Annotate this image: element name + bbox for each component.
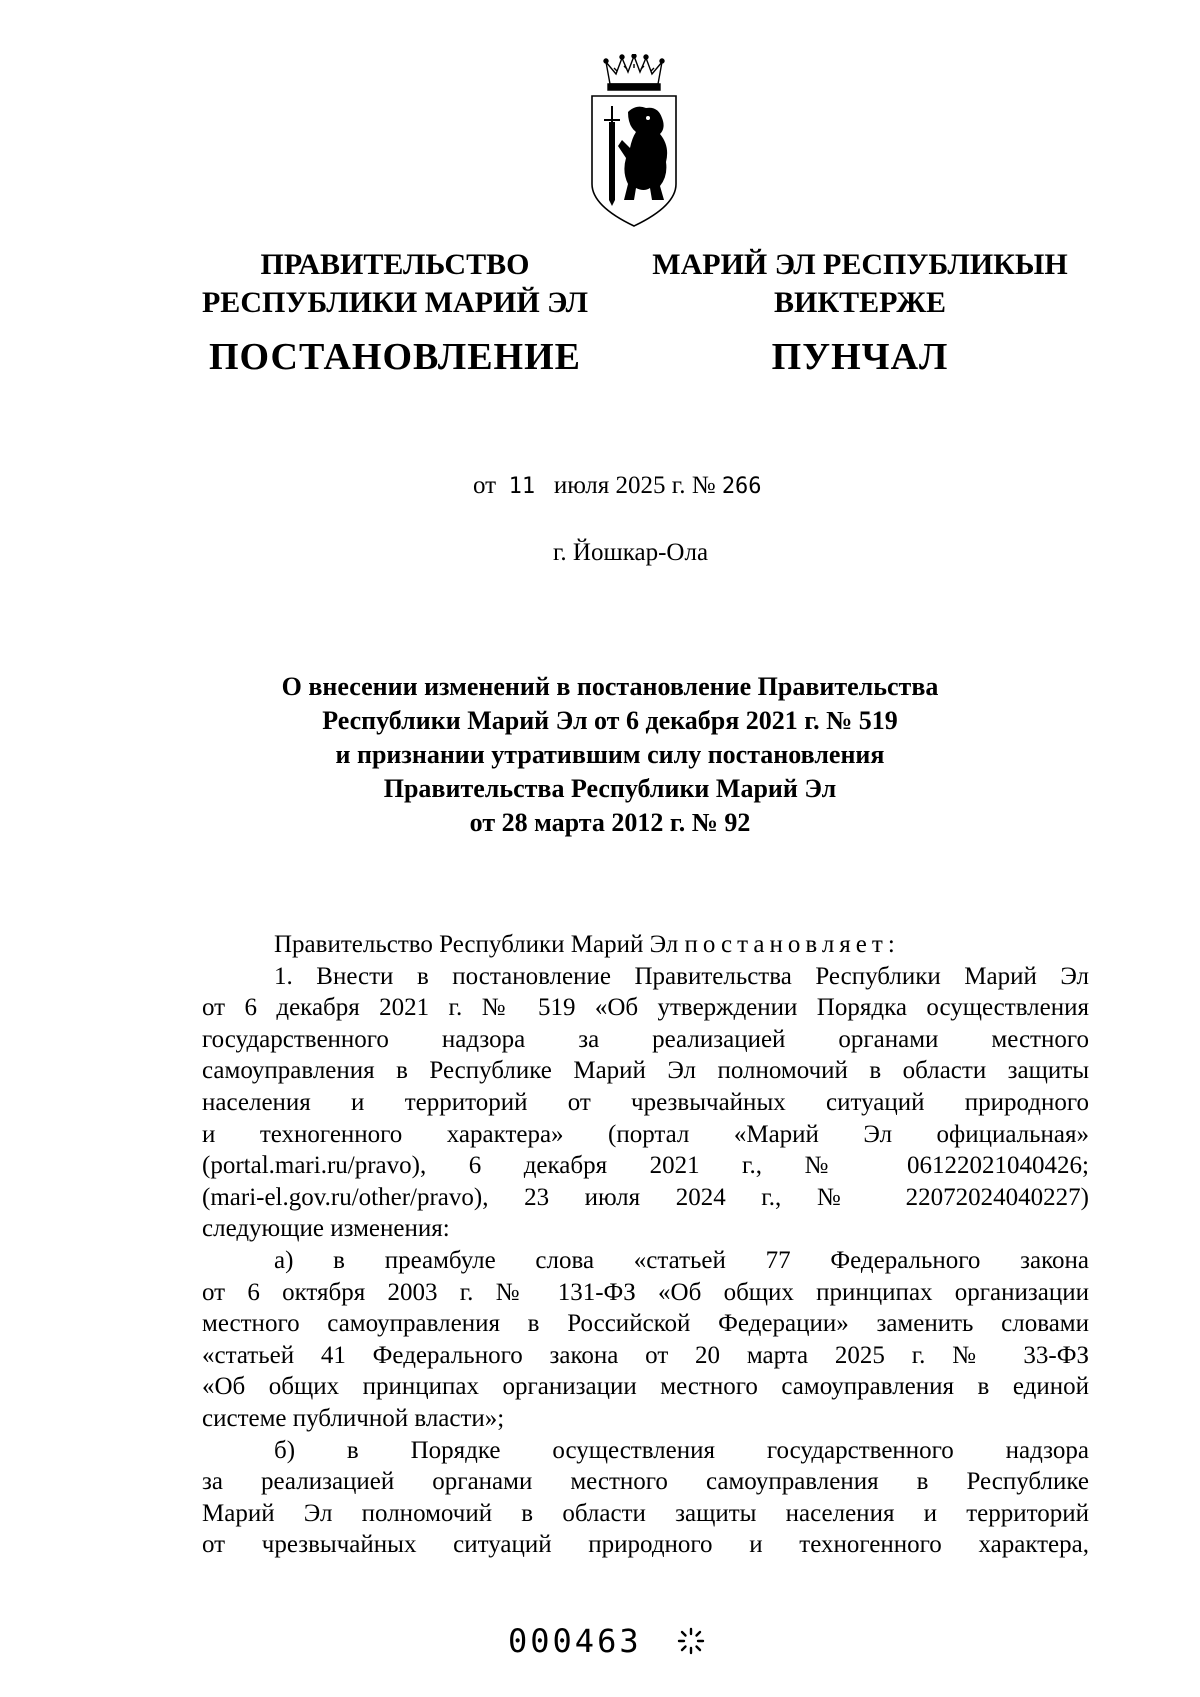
preamble-paragraph xyxy=(202,929,1089,961)
serial-number: 000463 xyxy=(508,1622,642,1660)
item1-line: 1. Внести в постановление Правительства Республики Марий Эл xyxy=(274,962,1089,990)
item-b-line: б) в Порядке осуществления государственного надзора xyxy=(274,1436,1089,1464)
item1-line: населения и территорий от чрезвычайных ситуаций природного xyxy=(202,1088,1089,1116)
item-a-line: «статьей 41 Федерального закона от 20 марта 2025 г. № 33-ФЗ xyxy=(202,1341,1089,1369)
item1-line: и техногенного характера» (портал «Марий Эл официальная» xyxy=(202,1120,1089,1148)
item1-line: государственного надзора за реализацией органами местного xyxy=(202,1025,1089,1053)
header-left-block xyxy=(185,246,605,382)
item1-line: следующие изменения: xyxy=(202,1215,450,1243)
item1-line: (portal.mari.ru/pravo), 6 декабря 2021 г., № 06122021040426; xyxy=(202,1152,1089,1180)
header-left-line1: ПРАВИТЕЛЬСТВО xyxy=(260,248,530,281)
date-day: 11 xyxy=(508,474,536,499)
document-city: г. Йошкар-Ола xyxy=(553,539,709,566)
item-a-line: от 6 октября 2003 г. № 131-ФЗ «Об общих принципах организации xyxy=(202,1278,1089,1306)
item-a-line: системе публичной власти»; xyxy=(202,1404,505,1432)
asterisk-stamp-icon xyxy=(676,1626,706,1656)
document-number: 266 xyxy=(721,474,762,499)
item-b-line: от чрезвычайных ситуаций природного и техногенного характера, xyxy=(202,1531,1089,1559)
item-b-line: за реализацией органами местного самоуправления в Республике xyxy=(202,1468,1089,1496)
item1-line: от 6 декабря 2021 г. № 519 «Об утверждении Порядка осуществления xyxy=(202,994,1089,1022)
preamble-spaced-word: постановляет: xyxy=(684,931,900,958)
item-b-line: Марий Эл полномочий в области защиты населения и территорий xyxy=(202,1499,1089,1527)
date-prefix: от xyxy=(473,472,497,499)
header-left-doc-type: ПОСТАНОВЛЕНИЕ xyxy=(208,336,582,378)
item-a-line: «Об общих принципах организации местного самоуправления в единой xyxy=(202,1373,1089,1401)
date-month-year: июля 2025 г. № xyxy=(553,472,716,499)
item-a-line: местного самоуправления в Российской Федерации» заменить словами xyxy=(202,1310,1089,1338)
item1-line: (mari-el.gov.ru/other/pravo), 23 июля 2024 г., № 22072024040227) xyxy=(202,1183,1089,1211)
title-line: Правительства Республики Марий Эл xyxy=(383,774,837,803)
header-right-doc-type: ПУНЧАЛ xyxy=(771,336,949,378)
header-right-line1: МАРИЙ ЭЛ РЕСПУБЛИКЫН xyxy=(652,248,1068,281)
title-line: от 28 марта 2012 г. № 92 xyxy=(469,808,751,837)
header-right-block xyxy=(650,246,1070,382)
title-line: и признании утратившим силу постановления xyxy=(335,740,885,769)
document-date-line xyxy=(473,470,762,503)
title-line: О внесении изменений в постановление Правительства xyxy=(281,672,939,701)
header-left-line2: РЕСПУБЛИКИ МАРИЙ ЭЛ xyxy=(201,286,588,319)
preamble-start: Правительство Республики Марий Эл xyxy=(274,931,679,958)
document-body xyxy=(202,929,1089,1561)
title-line: Республики Марий Эл от 6 декабря 2021 г. № 519 xyxy=(322,706,898,735)
header-right-line2: ВИКТЕРЖЕ xyxy=(773,286,947,319)
document-title xyxy=(200,670,1020,840)
coat-of-arms-emblem xyxy=(588,54,680,230)
item1-line: самоуправления в Республике Марий Эл полномочий в области защиты xyxy=(202,1057,1089,1085)
item-a-line: а) в преамбуле слова «статьей 77 Федерального закона xyxy=(274,1246,1089,1274)
